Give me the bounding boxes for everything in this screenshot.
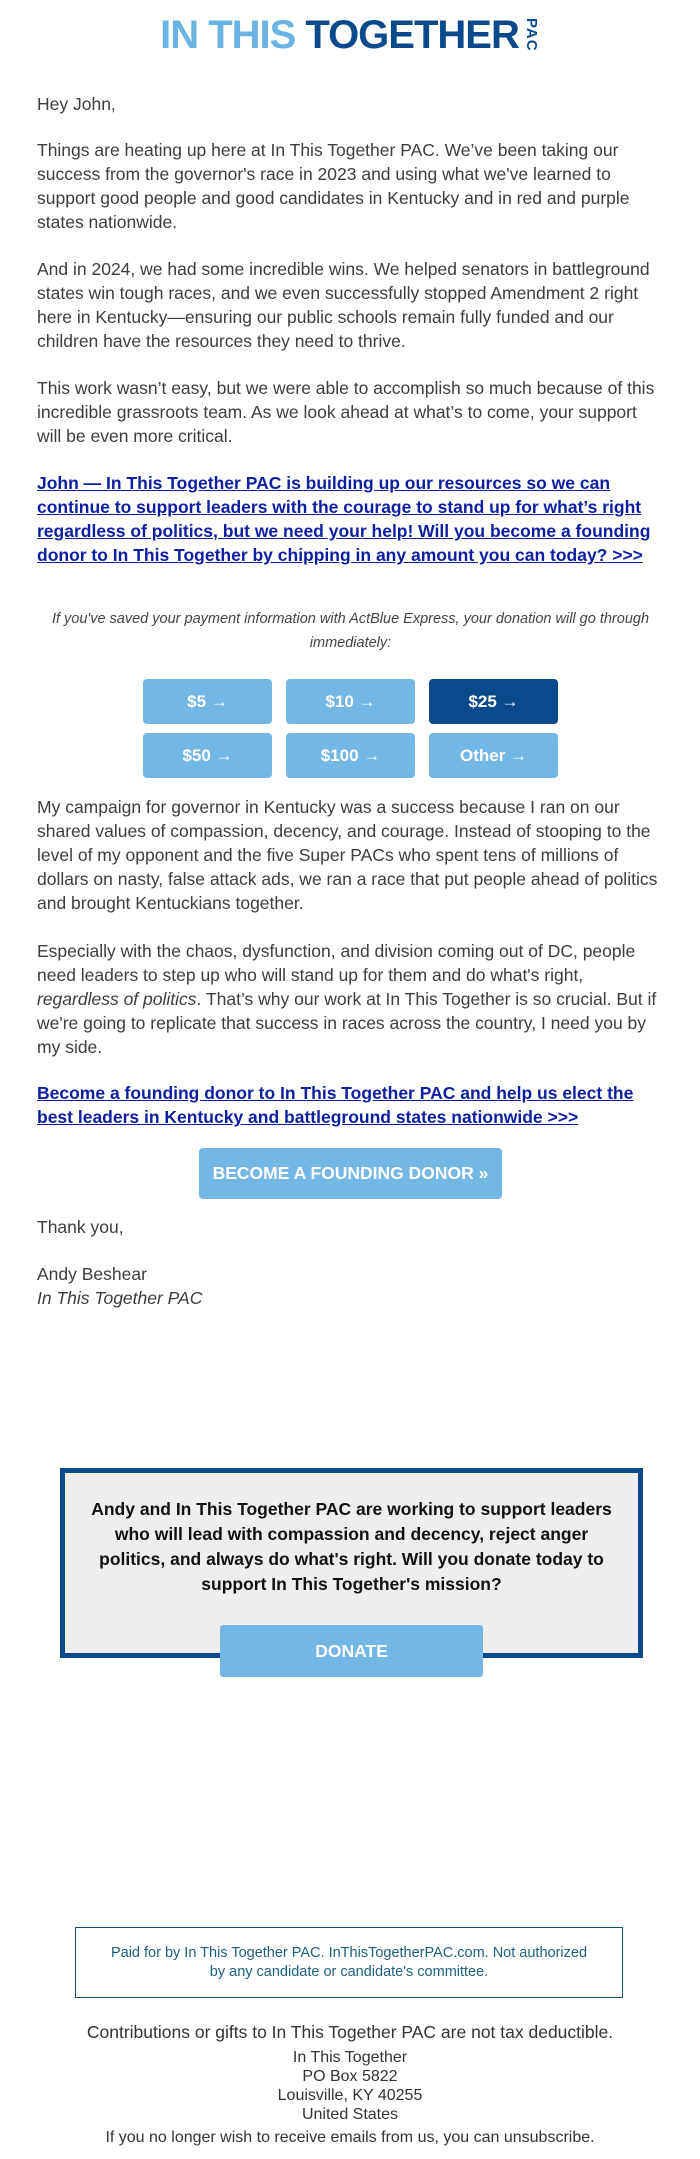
paragraph-5 [37, 939, 664, 1059]
amount-button-25[interactable]: $25 → [429, 679, 558, 724]
brand-logo[interactable] [0, 10, 700, 60]
amount-button-10[interactable]: $10 → [286, 679, 415, 724]
donate-link-block-2 [37, 1081, 664, 1129]
amount-button-50[interactable]: $50 → [143, 733, 272, 778]
logo-word-pac: PAC [522, 18, 540, 52]
paragraph-5-emphasis: regardless of politics [37, 989, 197, 1009]
address-name: In This Together [292, 2049, 408, 2066]
signature-name: Andy Beshear [37, 1264, 147, 1284]
promo-text: Andy and In This Together PAC are working to support leaders who will lead with compassion and decency, reject anger politics, and always do what's right. Will you donate today to support In This Together's mission? [91, 1499, 612, 1594]
signature-block [37, 1262, 664, 1310]
paragraph-2 [37, 257, 664, 353]
logo-word-in-this: IN THIS [160, 12, 296, 57]
paragraph-1 [37, 138, 664, 234]
paragraph-5-part-b: . That’s why our work at In This Together is so crucial. But if we're going to replicate that success in races across the country, I need you by my side. [37, 989, 657, 1057]
promo-box [60, 1468, 643, 1661]
amount-button-5[interactable]: $5 → [143, 679, 272, 724]
donate-button[interactable]: DONATE [220, 1625, 483, 1677]
paragraph-1-text: Things are heating up here at In This Together PAC. We’ve been taking our success from the governor's race in 2023 and using what we've learned to support good people and good candidates in Kentucky and in red and purple states nationwide. [37, 140, 630, 232]
actblue-note-block [37, 607, 664, 655]
paid-for-disclaimer: Paid for by In This Together PAC. InThisTogetherPAC.com. Not authorized by any candidate or candidate's committee. [75, 1927, 623, 1998]
donation-amount-grid [143, 679, 557, 778]
greeting-block [37, 92, 664, 116]
paragraph-4 [37, 795, 664, 915]
paragraph-2-text: And in 2024, we had some incredible wins. We helped senators in battleground states win tough races, and we even successfully stopped Amendment 2 right here in Kentucky—ensuring our public schools remain fully funded and our children have the resources they need to thrive. [37, 259, 650, 351]
signoff-block [37, 1215, 664, 1239]
signoff: Thank you, [37, 1217, 124, 1237]
amount-button-100[interactable]: $100 → [286, 733, 415, 778]
tax-note: Contributions or gifts to In This Together PAC are not tax deductible. [86, 2022, 614, 2042]
become-founding-donor-button[interactable]: BECOME A FOUNDING DONOR » [199, 1148, 502, 1199]
logo-word-together: TOGETHER [305, 12, 519, 57]
donate-link-2[interactable]: Become a founding donor to In This Together PAC and help us elect the best leaders in Kentucky and battleground states nationwide >>> [37, 1083, 634, 1127]
paragraph-3-text: This work wasn’t easy, but we were able to accomplish so much because of this incredible grassroots team. As we look ahead at what’s to come, your support will be even more critical. [37, 378, 655, 446]
address-city: Louisville, KY 40255 [277, 2087, 423, 2104]
greeting: Hey John, [37, 94, 116, 114]
amount-button-other[interactable]: Other → [429, 733, 558, 778]
actblue-note: If you've saved your payment information with ActBlue Express, your donation will go through immediately: [51, 611, 650, 651]
paragraph-5-part-a: Especially with the chaos, dysfunction, and division coming out of DC, people need leaders to step up who will stand up for them and do what's right, [37, 941, 636, 985]
address-po: PO Box 5822 [302, 2068, 398, 2085]
unsubscribe-text[interactable]: If you no longer wish to receive emails from us, you can unsubscribe. [105, 2129, 595, 2146]
signature-org: In This Together PAC [37, 1288, 203, 1308]
paragraph-3 [37, 376, 664, 448]
address-country: United States [301, 2106, 399, 2123]
donate-link-1[interactable]: John — In This Together PAC is building up our resources so we can continue to support leaders with the courage to stand up for what’s right regardless of politics, but we need your help! Will you become a founding donor to In This Together by chipping in any amount you can today? >>> [37, 473, 651, 565]
paragraph-5-text [37, 939, 664, 1059]
donate-link-block-1 [37, 471, 664, 567]
paragraph-4-text: My campaign for governor in Kentucky was a success because I ran on our shared values of compassion, decency, and courage. Instead of stooping to the level of my opponent and the five Super PACs who spent tens of millions of dollars on nasty, false attack ads, we ran a race that put people ahead of politics and brought Kentuckians together. [37, 797, 658, 913]
